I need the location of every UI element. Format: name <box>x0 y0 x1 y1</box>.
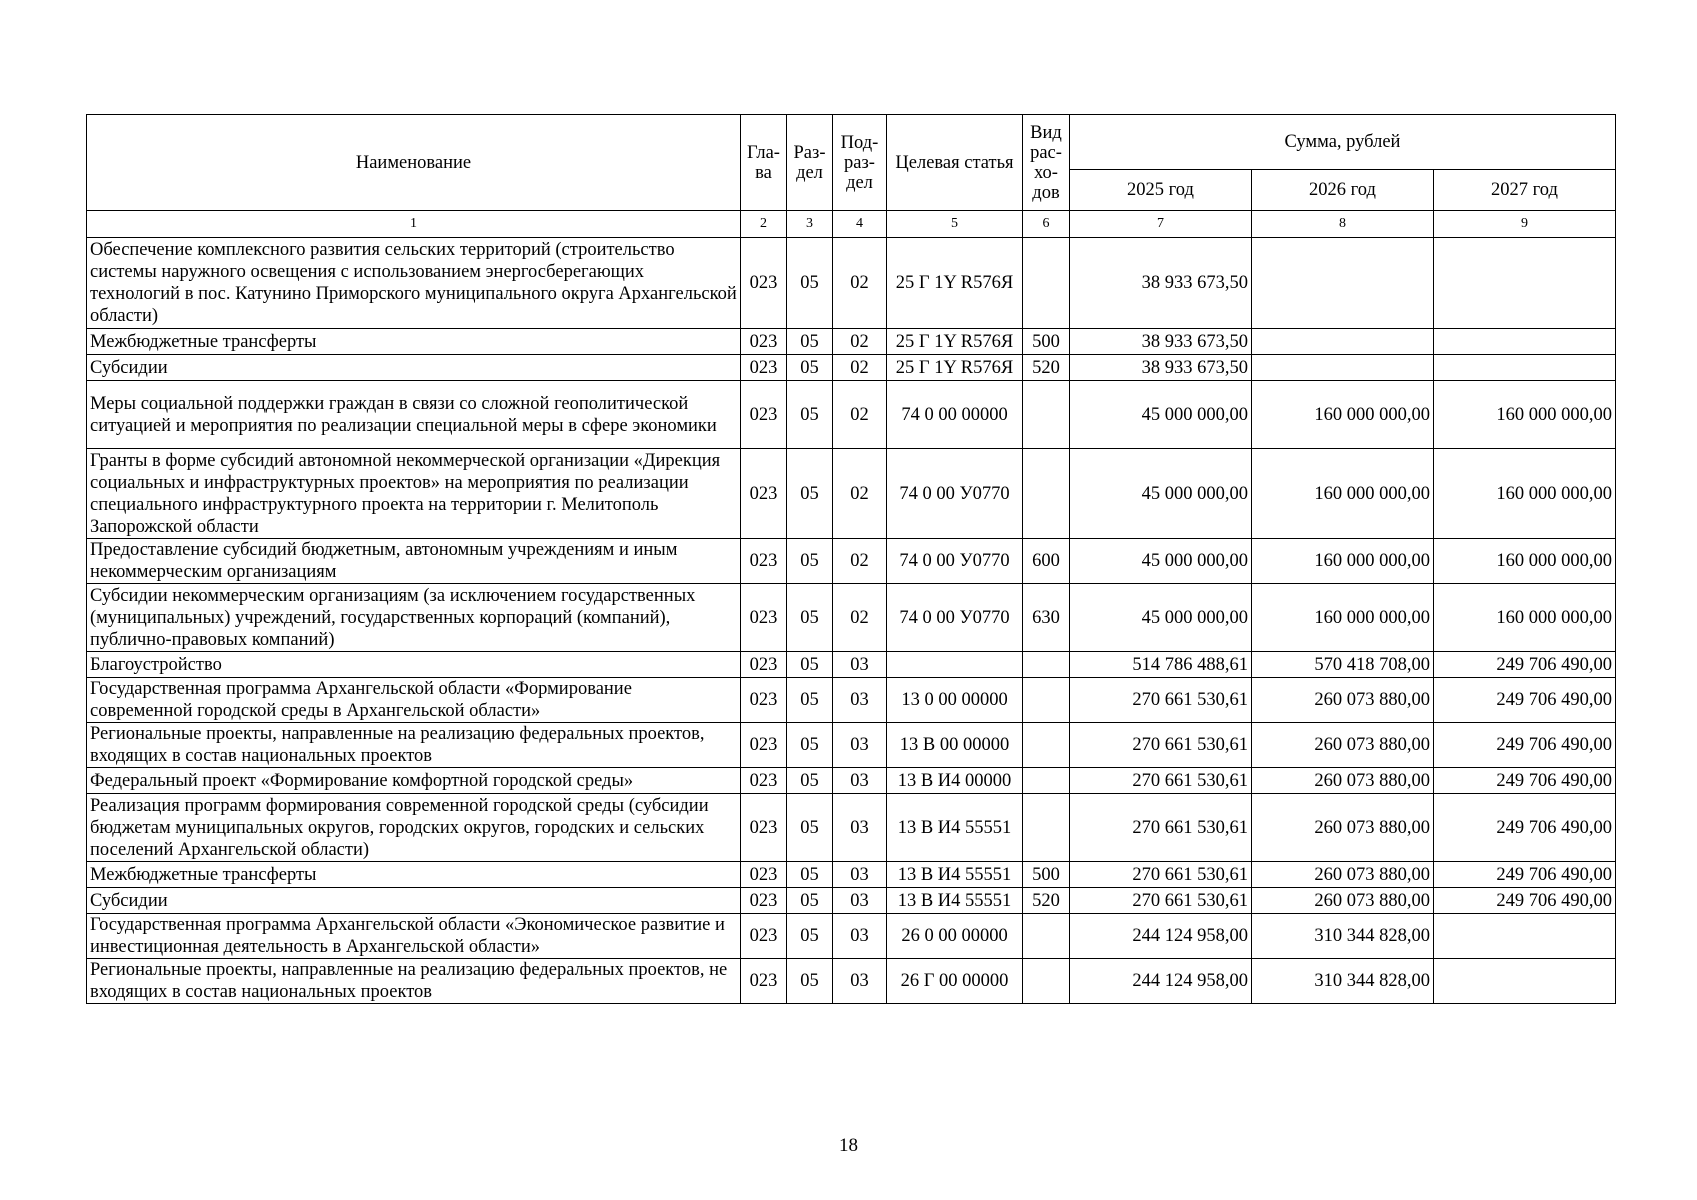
row-podrazdel: 03 <box>833 888 887 914</box>
row-sum-2025: 270 661 530,61 <box>1070 862 1252 888</box>
row-podrazdel: 02 <box>833 584 887 652</box>
row-sum-2026: 260 073 880,00 <box>1252 678 1434 723</box>
row-target-article: 13 В И4 00000 <box>887 768 1023 794</box>
row-target-article: 74 0 00 У0770 <box>887 539 1023 584</box>
row-sum-2027: 249 706 490,00 <box>1434 862 1616 888</box>
row-podrazdel: 02 <box>833 381 887 449</box>
row-podrazdel: 03 <box>833 862 887 888</box>
header-year-2026: 2026 год <box>1252 170 1434 211</box>
row-glava: 023 <box>741 678 787 723</box>
table-row <box>87 584 1616 652</box>
column-number: 5 <box>887 211 1023 238</box>
row-razdel: 05 <box>787 678 833 723</box>
row-glava: 023 <box>741 723 787 768</box>
row-sum-2025: 45 000 000,00 <box>1070 449 1252 539</box>
row-razdel: 05 <box>787 381 833 449</box>
column-number: 1 <box>87 211 741 238</box>
row-glava: 023 <box>741 959 787 1004</box>
table-row <box>87 652 1616 678</box>
row-sum-2027: 249 706 490,00 <box>1434 723 1616 768</box>
row-name: Гранты в форме субсидий автономной некоммерческой организации «Дирекция социальных и инфраструктурных проектов» на мероприятия по реализации специального инфраструктурного проекта на территории г. Мелитополь Запорожской области <box>87 449 741 539</box>
row-sum-2026: 260 073 880,00 <box>1252 888 1434 914</box>
row-sum-2025: 514 786 488,61 <box>1070 652 1252 678</box>
row-target-article: 74 0 00 00000 <box>887 381 1023 449</box>
row-target-article: 25 Г 1Y R576Я <box>887 329 1023 355</box>
row-sum-2026: 160 000 000,00 <box>1252 381 1434 449</box>
row-podrazdel: 02 <box>833 449 887 539</box>
row-podrazdel: 02 <box>833 238 887 329</box>
row-name: Государственная программа Архангельской области «Формирование современной городской среды в Архангельской области» <box>87 678 741 723</box>
row-glava: 023 <box>741 329 787 355</box>
table-row <box>87 355 1616 381</box>
row-razdel: 05 <box>787 539 833 584</box>
header-podrazdel: Под-раз-дел <box>833 115 887 211</box>
table-row <box>87 794 1616 862</box>
row-expense-type <box>1023 449 1070 539</box>
row-name: Субсидии <box>87 888 741 914</box>
row-sum-2026: 260 073 880,00 <box>1252 768 1434 794</box>
row-expense-type <box>1023 238 1070 329</box>
row-glava: 023 <box>741 794 787 862</box>
row-sum-2025: 244 124 958,00 <box>1070 914 1252 959</box>
row-sum-2027 <box>1434 238 1616 329</box>
row-sum-2027: 160 000 000,00 <box>1434 381 1616 449</box>
row-name: Региональные проекты, направленные на реализацию федеральных проектов, входящих в состав национальных проектов <box>87 723 741 768</box>
row-sum-2027: 160 000 000,00 <box>1434 584 1616 652</box>
row-razdel: 05 <box>787 723 833 768</box>
row-glava: 023 <box>741 652 787 678</box>
row-sum-2025: 270 661 530,61 <box>1070 723 1252 768</box>
column-number-row <box>87 211 1616 238</box>
row-expense-type: 500 <box>1023 862 1070 888</box>
budget-table <box>86 114 1616 1004</box>
row-glava: 023 <box>741 381 787 449</box>
row-expense-type <box>1023 914 1070 959</box>
row-sum-2027: 249 706 490,00 <box>1434 888 1616 914</box>
row-target-article <box>887 652 1023 678</box>
row-expense-type <box>1023 652 1070 678</box>
row-sum-2025: 270 661 530,61 <box>1070 888 1252 914</box>
row-razdel: 05 <box>787 888 833 914</box>
row-sum-2027 <box>1434 959 1616 1004</box>
row-target-article: 13 В 00 00000 <box>887 723 1023 768</box>
row-sum-2027 <box>1434 329 1616 355</box>
row-sum-2027 <box>1434 914 1616 959</box>
row-expense-type: 630 <box>1023 584 1070 652</box>
column-number: 6 <box>1023 211 1070 238</box>
row-podrazdel: 02 <box>833 355 887 381</box>
row-target-article: 25 Г 1Y R576Я <box>887 238 1023 329</box>
row-glava: 023 <box>741 449 787 539</box>
row-glava: 023 <box>741 238 787 329</box>
row-sum-2027: 249 706 490,00 <box>1434 652 1616 678</box>
row-sum-2025: 45 000 000,00 <box>1070 539 1252 584</box>
table-row <box>87 449 1616 539</box>
header-target: Целевая статья <box>887 115 1023 211</box>
row-name: Предоставление субсидий бюджетным, автономным учреждениям и иным некоммерческим организациям <box>87 539 741 584</box>
header-razdel: Раз-дел <box>787 115 833 211</box>
row-glava: 023 <box>741 768 787 794</box>
row-glava: 023 <box>741 862 787 888</box>
row-podrazdel: 03 <box>833 678 887 723</box>
row-podrazdel: 03 <box>833 959 887 1004</box>
table-row <box>87 888 1616 914</box>
row-target-article: 26 Г 00 00000 <box>887 959 1023 1004</box>
row-name: Меры социальной поддержки граждан в связи со сложной геополитической ситуацией и мероприятия по реализации специальной меры в сфере экономики <box>87 381 741 449</box>
row-sum-2027: 160 000 000,00 <box>1434 449 1616 539</box>
row-razdel: 05 <box>787 959 833 1004</box>
row-expense-type <box>1023 723 1070 768</box>
row-sum-2025: 270 661 530,61 <box>1070 794 1252 862</box>
row-sum-2026 <box>1252 355 1434 381</box>
header-year-2025: 2025 год <box>1070 170 1252 211</box>
row-expense-type <box>1023 678 1070 723</box>
header-row-top <box>87 115 1616 170</box>
header-glava: Гла-ва <box>741 115 787 211</box>
row-sum-2027: 249 706 490,00 <box>1434 794 1616 862</box>
table-row <box>87 862 1616 888</box>
column-number: 3 <box>787 211 833 238</box>
table-row <box>87 238 1616 329</box>
row-razdel: 05 <box>787 768 833 794</box>
row-name: Субсидии некоммерческим организациям (за исключением государственных (муниципальных) учреждений, государственных корпораций (компаний), публично-правовых компаний) <box>87 584 741 652</box>
row-sum-2025: 270 661 530,61 <box>1070 768 1252 794</box>
table-body <box>87 238 1616 1004</box>
column-number: 4 <box>833 211 887 238</box>
row-name: Государственная программа Архангельской области «Экономическое развитие и инвестиционная деятельность в Архангельской области» <box>87 914 741 959</box>
row-razdel: 05 <box>787 355 833 381</box>
row-sum-2027: 249 706 490,00 <box>1434 768 1616 794</box>
row-sum-2025: 38 933 673,50 <box>1070 238 1252 329</box>
row-razdel: 05 <box>787 652 833 678</box>
row-expense-type <box>1023 381 1070 449</box>
row-expense-type: 520 <box>1023 888 1070 914</box>
row-podrazdel: 02 <box>833 539 887 584</box>
header-vid: Вид рас-хо-дов <box>1023 115 1070 211</box>
table-row <box>87 329 1616 355</box>
row-name: Межбюджетные трансферты <box>87 329 741 355</box>
column-number: 9 <box>1434 211 1616 238</box>
row-razdel: 05 <box>787 862 833 888</box>
table-row <box>87 959 1616 1004</box>
table-row <box>87 678 1616 723</box>
row-sum-2026 <box>1252 329 1434 355</box>
page-number: 18 <box>839 1135 858 1156</box>
header-name: Наименование <box>87 115 741 211</box>
row-target-article: 74 0 00 У0770 <box>887 584 1023 652</box>
row-expense-type: 520 <box>1023 355 1070 381</box>
row-expense-type <box>1023 794 1070 862</box>
row-sum-2025: 270 661 530,61 <box>1070 678 1252 723</box>
row-sum-2026: 570 418 708,00 <box>1252 652 1434 678</box>
row-target-article: 13 В И4 55551 <box>887 794 1023 862</box>
row-target-article: 74 0 00 У0770 <box>887 449 1023 539</box>
row-podrazdel: 03 <box>833 794 887 862</box>
row-sum-2026: 310 344 828,00 <box>1252 959 1434 1004</box>
row-podrazdel: 03 <box>833 652 887 678</box>
row-name: Федеральный проект «Формирование комфортной городской среды» <box>87 768 741 794</box>
row-sum-2026: 160 000 000,00 <box>1252 584 1434 652</box>
row-glava: 023 <box>741 539 787 584</box>
row-razdel: 05 <box>787 449 833 539</box>
row-sum-2026: 310 344 828,00 <box>1252 914 1434 959</box>
row-glava: 023 <box>741 914 787 959</box>
header-sum: Сумма, рублей <box>1070 115 1616 170</box>
row-razdel: 05 <box>787 329 833 355</box>
row-target-article: 25 Г 1Y R576Я <box>887 355 1023 381</box>
row-glava: 023 <box>741 584 787 652</box>
row-expense-type: 500 <box>1023 329 1070 355</box>
table-row <box>87 381 1616 449</box>
row-name: Обеспечение комплексного развития сельских территорий (строительство системы наружного освещения с использованием энергосберегающих технологий в пос. Катунино Приморского муниципального округа Архангельской области) <box>87 238 741 329</box>
row-sum-2025: 38 933 673,50 <box>1070 329 1252 355</box>
row-podrazdel: 02 <box>833 329 887 355</box>
column-number: 7 <box>1070 211 1252 238</box>
row-expense-type <box>1023 959 1070 1004</box>
row-expense-type <box>1023 768 1070 794</box>
row-name: Межбюджетные трансферты <box>87 862 741 888</box>
row-sum-2026 <box>1252 238 1434 329</box>
row-target-article: 13 В И4 55551 <box>887 888 1023 914</box>
row-expense-type: 600 <box>1023 539 1070 584</box>
row-name: Реализация программ формирования современной городской среды (субсидии бюджетам муниципальных округов, городских округов, городских и сельских поселений Архангельской области) <box>87 794 741 862</box>
row-sum-2025: 45 000 000,00 <box>1070 584 1252 652</box>
row-sum-2027 <box>1434 355 1616 381</box>
row-sum-2025: 38 933 673,50 <box>1070 355 1252 381</box>
table-row <box>87 723 1616 768</box>
column-number: 8 <box>1252 211 1434 238</box>
table-row <box>87 539 1616 584</box>
row-name: Субсидии <box>87 355 741 381</box>
row-name: Региональные проекты, направленные на реализацию федеральных проектов, не входящих в состав национальных проектов <box>87 959 741 1004</box>
row-target-article: 13 В И4 55551 <box>887 862 1023 888</box>
row-sum-2025: 45 000 000,00 <box>1070 381 1252 449</box>
row-razdel: 05 <box>787 584 833 652</box>
row-sum-2026: 260 073 880,00 <box>1252 723 1434 768</box>
row-sum-2026: 260 073 880,00 <box>1252 794 1434 862</box>
row-sum-2026: 260 073 880,00 <box>1252 862 1434 888</box>
row-glava: 023 <box>741 355 787 381</box>
row-razdel: 05 <box>787 794 833 862</box>
row-target-article: 13 0 00 00000 <box>887 678 1023 723</box>
row-podrazdel: 03 <box>833 914 887 959</box>
row-razdel: 05 <box>787 914 833 959</box>
row-podrazdel: 03 <box>833 768 887 794</box>
row-glava: 023 <box>741 888 787 914</box>
row-sum-2027: 160 000 000,00 <box>1434 539 1616 584</box>
row-sum-2026: 160 000 000,00 <box>1252 449 1434 539</box>
header-year-2027: 2027 год <box>1434 170 1616 211</box>
table-row <box>87 914 1616 959</box>
row-name: Благоустройство <box>87 652 741 678</box>
row-target-article: 26 0 00 00000 <box>887 914 1023 959</box>
row-sum-2027: 249 706 490,00 <box>1434 678 1616 723</box>
column-number: 2 <box>741 211 787 238</box>
row-podrazdel: 03 <box>833 723 887 768</box>
row-sum-2026: 160 000 000,00 <box>1252 539 1434 584</box>
table-row <box>87 768 1616 794</box>
row-sum-2025: 244 124 958,00 <box>1070 959 1252 1004</box>
row-razdel: 05 <box>787 238 833 329</box>
